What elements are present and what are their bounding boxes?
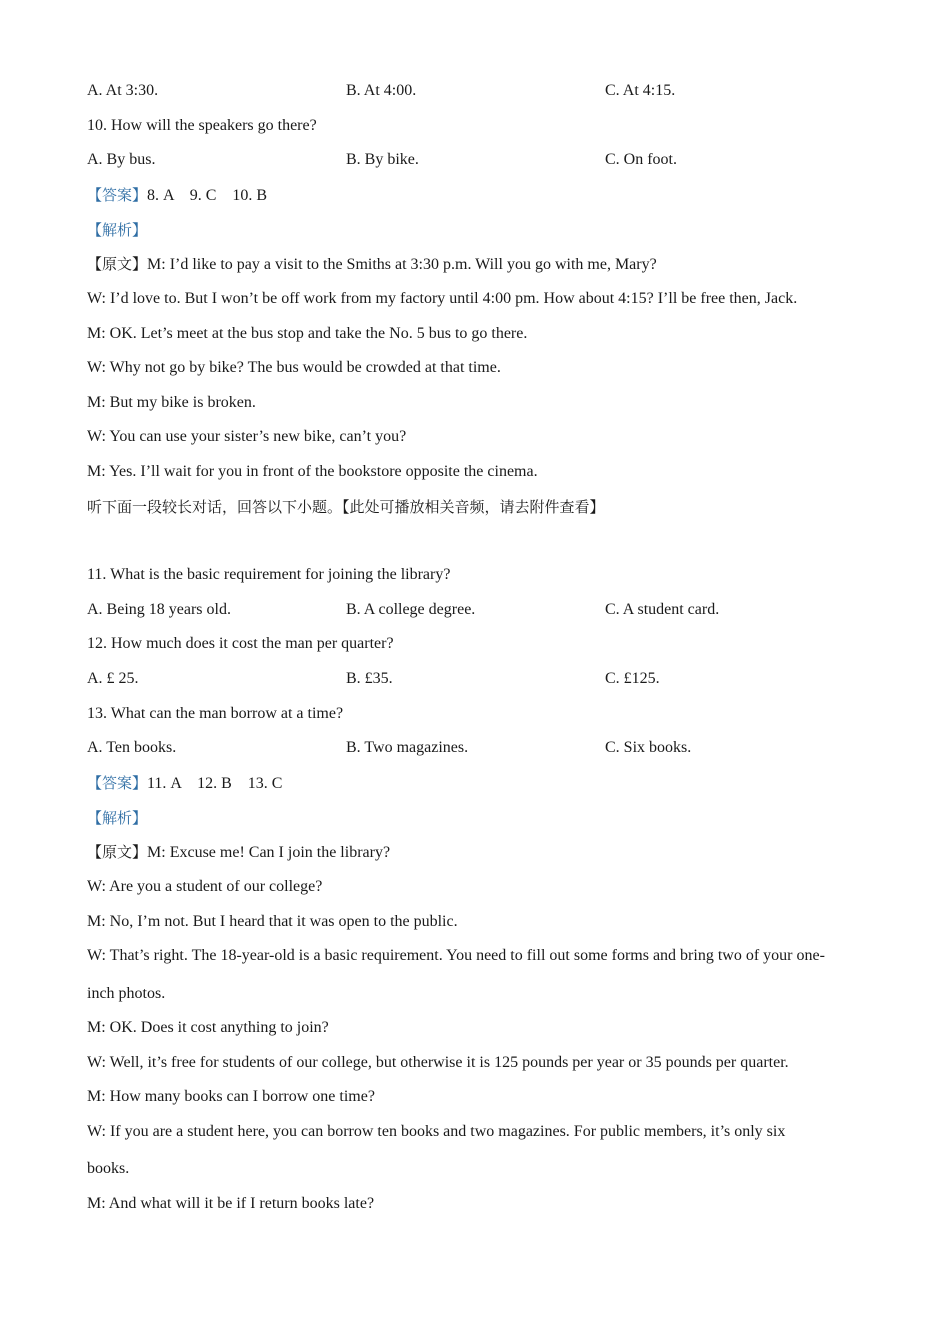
analysis-line-2 — [87, 808, 147, 829]
dialogue-line: W: If you are a student here, you can borrow ten books and two magazines. For public members, it’s only six — [87, 1123, 786, 1140]
dialogue-line: W: Are you a student of our college? — [87, 878, 323, 895]
dialogue-line: books. — [87, 1160, 130, 1177]
answer-tag: 【答案】 — [87, 774, 148, 792]
q11-option-a: A. Being 18 years old. — [87, 601, 231, 618]
q10-option-a: A. By bus. — [87, 151, 156, 168]
q9-option-a: A. At 3:30. — [87, 82, 159, 99]
dialogue-line: M: No, I’m not. But I heard that it was open to the public. — [87, 913, 458, 930]
q13-options — [87, 738, 867, 758]
q12-question: 12. How much does it cost the man per quarter? — [87, 635, 394, 652]
q12-option-a: A. £ 25. — [87, 670, 139, 687]
q10-options — [87, 150, 867, 170]
q9-options — [87, 81, 867, 101]
q11-question: 11. What is the basic requirement for joining the library? — [87, 566, 451, 583]
q12-option-b: B. £35. — [346, 670, 393, 687]
dialogue-line: M: But my bike is broken. — [87, 394, 256, 411]
dialogue-line: W: Well, it’s free for students of our college, but otherwise it is 125 pounds per year or 35 pounds per quarter. — [87, 1054, 789, 1071]
dialogue-line: W: You can use your sister’s new bike, can’t you? — [87, 428, 407, 445]
q9-option-c: C. At 4:15. — [605, 82, 676, 99]
listening-instruction: 听下面一段较长对话，回答以下小题。【此处可播放相关音频，请去附件查看】 — [87, 498, 605, 516]
q13-question: 13. What can the man borrow at a time? — [87, 705, 344, 722]
q10-option-b: B. By bike. — [346, 151, 419, 168]
dialogue-line: M: OK. Let’s meet at the bus stop and take the No. 5 bus to go there. — [87, 325, 528, 342]
dialogue-line: W: I’d love to. But I won’t be off work from my factory until 4:00 pm. How about 4:15? I’ll be free then, Jack. — [87, 290, 798, 307]
dialogue-text: M: Excuse me! Can I join the library? — [147, 844, 391, 861]
analysis-line-1 — [87, 220, 147, 241]
analysis-tag: 【解析】 — [87, 809, 148, 827]
answer-text: 8. A 9. C 10. B — [147, 187, 268, 204]
dialogue-line — [87, 842, 390, 863]
q12-option-c: C. £125. — [605, 670, 660, 687]
q11-options — [87, 600, 867, 620]
dialogue-line: M: How many books can I borrow one time? — [87, 1088, 375, 1105]
dialogue-line: W: That’s right. The 18-year-old is a basic requirement. You need to fill out some forms and bring two of your one- — [87, 947, 825, 964]
q11-option-c: C. A student card. — [605, 601, 720, 618]
dialogue-line — [87, 254, 657, 275]
dialogue-line: M: And what will it be if I return books late? — [87, 1195, 375, 1212]
q13-option-c: C. Six books. — [605, 739, 692, 756]
q9-option-b: B. At 4:00. — [346, 82, 417, 99]
dialogue-line: W: Why not go by bike? The bus would be crowded at that time. — [87, 359, 501, 376]
dialogue-line: inch photos. — [87, 985, 166, 1002]
q10-option-c: C. On foot. — [605, 151, 677, 168]
q13-option-a: A. Ten books. — [87, 739, 177, 756]
dialogue-line: M: Yes. I’ll wait for you in front of the bookstore opposite the cinema. — [87, 463, 538, 480]
original-tag: 【原文】 — [87, 843, 148, 861]
q12-options — [87, 669, 867, 689]
q11-option-b: B. A college degree. — [346, 601, 476, 618]
answer-text: 11. A 12. B 13. C — [147, 775, 283, 792]
q10-question: 10. How will the speakers go there? — [87, 117, 317, 134]
q13-option-b: B. Two magazines. — [346, 739, 469, 756]
answer-line-1 — [87, 185, 267, 206]
answer-tag: 【答案】 — [87, 186, 148, 204]
answer-line-2 — [87, 773, 282, 794]
dialogue-line: M: OK. Does it cost anything to join? — [87, 1019, 329, 1036]
analysis-tag: 【解析】 — [87, 221, 148, 239]
dialogue-text: M: I’d like to pay a visit to the Smiths at 3:30 p.m. Will you go with me, Mary? — [147, 256, 657, 273]
original-tag: 【原文】 — [87, 255, 148, 273]
